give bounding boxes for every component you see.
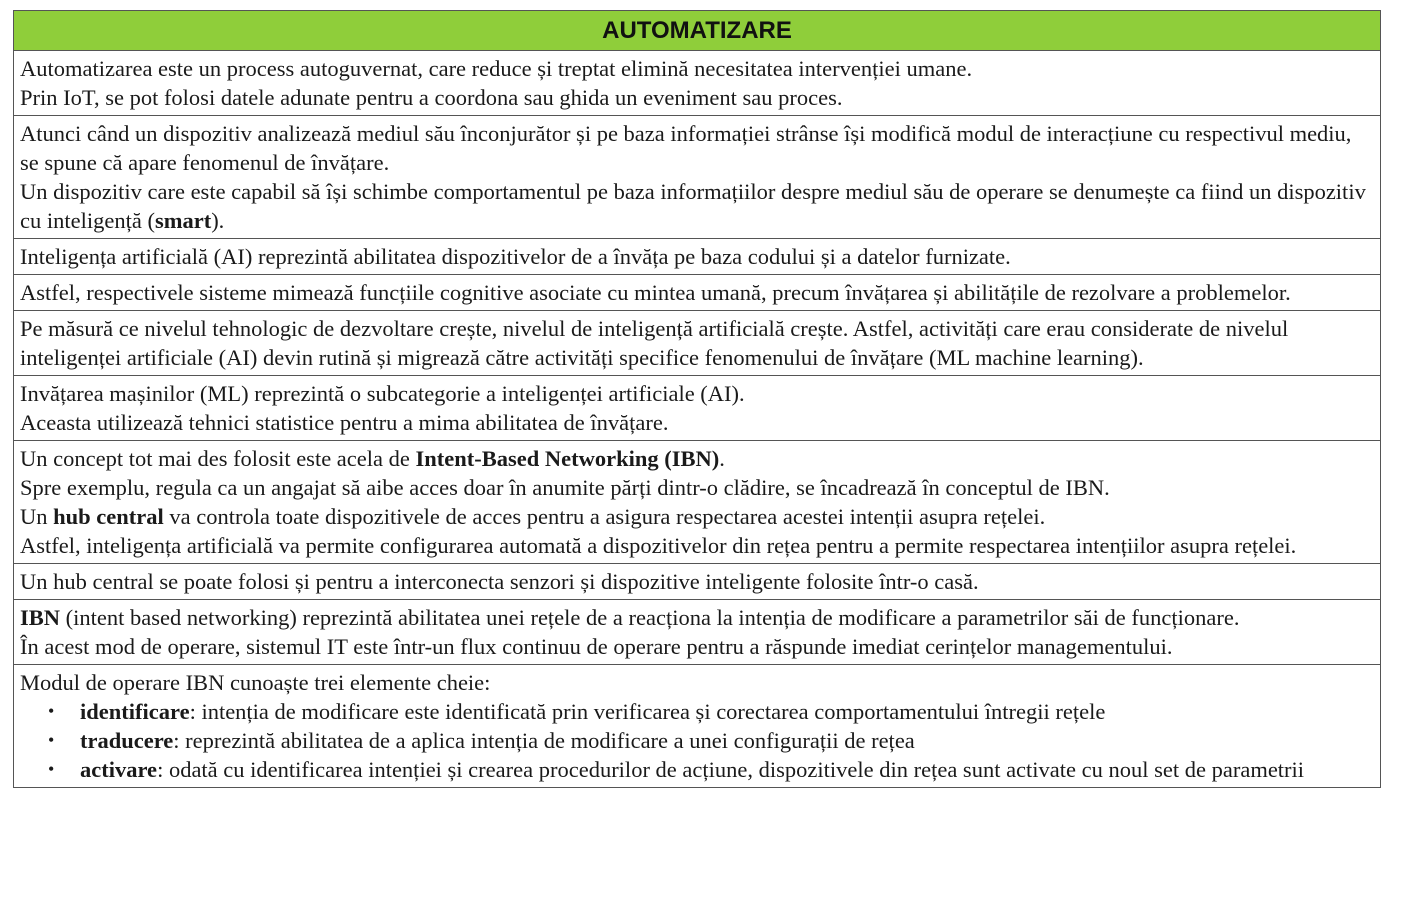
table-row [14, 116, 1381, 239]
table-cell-ibn-key-elements [14, 665, 1381, 788]
table-row [14, 665, 1381, 788]
text-fragment: ). [211, 208, 225, 233]
list-item [20, 755, 1374, 784]
text-fragment: (intent based networking) reprezintă abilitatea unei rețele de a reacționa la intenția de modificare a parametrilor săi de funcționare. [60, 605, 1240, 630]
table-row [14, 564, 1381, 600]
text-fragment: . [719, 446, 725, 471]
text-line: Invățarea mașinilor (ML) reprezintă o subcategorie a inteligenței artificiale (AI). [20, 381, 745, 406]
text-fragment: : odată cu identificarea intenției și crearea procedurilor de acțiune, dispozitivele din rețea sunt activate cu noul set de parametrii [157, 757, 1305, 782]
text-fragment: : reprezintă abilitatea de a aplica intenția de modificare a unei configurații de rețea [173, 728, 915, 753]
text-line: Inteligența artificială (AI) reprezintă abilitatea dispozitivelor de a învăța pe baza codului și a datelor furnizate. [20, 244, 1011, 269]
bullet-icon: • [48, 701, 55, 721]
text-line [20, 444, 1374, 473]
text-line: Spre exemplu, regula ca un angajat să aibe acces doar în anumite părți dintr-o clădire, se încadrează în conceptul de IBN. [20, 475, 1110, 500]
list-item [20, 726, 1374, 755]
table-row [14, 239, 1381, 275]
text-line [20, 603, 1374, 632]
table-row [14, 441, 1381, 564]
table-title: AUTOMATIZARE [14, 11, 1381, 51]
table-cell-ai-definition [14, 239, 1381, 275]
text-fragment: Un dispozitiv care este capabil să își schimbe comportamentul pe baza informațiilor despre mediul său de operare se denumește ca fiind un dispozitiv cu inteligență ( [20, 179, 1366, 233]
text-line: Astfel, inteligența artificială va permite configurarea automată a dispozitivelor din rețea pentru a permite respectarea intențiilor asupra rețelei. [20, 533, 1297, 558]
text-line: Pe măsură ce nivelul tehnologic de dezvoltare crește, nivelul de inteligență artificială crește. Astfel, activități care erau considerate de nivelul inteligenței artificiale (AI) devin rutină și migrează către activități specifice fenomenului de învățare (ML machine learning). [20, 316, 1289, 370]
text-line: Prin IoT, se pot folosi datele adunate pentru a coordona sau ghida un eveniment sau proces. [20, 85, 843, 110]
table-row [14, 275, 1381, 311]
text-line: Astfel, respectivele sisteme mimează funcțiile cognitive asociate cu mintea umană, precum învățarea și abilitățile de rezolvare a problemelor. [20, 280, 1291, 305]
text-line [20, 177, 1374, 235]
text-line: Aceasta utilizează tehnici statistice pentru a mima abilitatea de învățare. [20, 410, 669, 435]
bold-term-smart: smart [154, 208, 212, 233]
automation-table [13, 10, 1381, 788]
table-row [14, 51, 1381, 116]
bold-term-hub-central: hub central [53, 504, 164, 529]
list-item [20, 697, 1374, 726]
text-line: În acest mod de operare, sistemul IT este într-un flux continuu de operare pentru a răspunde imediat cerințelor managementului. [20, 634, 1173, 659]
table-cell-ibn-concept [14, 441, 1381, 564]
table-cell-automation-definition [14, 51, 1381, 116]
text-fragment: Un [20, 504, 54, 529]
header-row [14, 11, 1381, 51]
table-cell-cognitive-functions [14, 275, 1381, 311]
text-line [20, 502, 1374, 531]
table-row [14, 311, 1381, 376]
text-fragment: va controla toate dispozitivele de acces pentru a asigura respectarea acestei intenții asupra rețelei. [163, 504, 1046, 529]
bold-term-ibn: Intent-Based Networking (IBN) [415, 446, 720, 471]
table-cell-ibn-definition [14, 600, 1381, 665]
text-line: Atunci când un dispozitiv analizează mediul său înconjurător și pe baza informației strânse își modifică modul de interacțiune cu respectivul mediu, se spune că apare fenomenul de învățare. [20, 121, 1352, 175]
table-row [14, 376, 1381, 441]
table-cell-hub-central [14, 564, 1381, 600]
bold-term: identificare [80, 699, 190, 724]
bold-term-ibn: IBN [20, 605, 61, 630]
key-elements-list [20, 697, 1374, 784]
table-cell-ml-definition [14, 376, 1381, 441]
table-cell-learning-phenomenon [14, 116, 1381, 239]
table-cell-technology-level [14, 311, 1381, 376]
text-line: Modul de operare IBN cunoaște trei elemente cheie: [20, 670, 491, 695]
table-row [14, 600, 1381, 665]
text-fragment: : intenția de modificare este identificată prin verificarea și corectarea comportamentului întregii rețele [189, 699, 1106, 724]
text-line: Automatizarea este un process autoguvernat, care reduce și treptat elimină necesitatea intervenției umane. [20, 56, 973, 81]
bullet-icon: • [48, 730, 55, 750]
text-fragment: Un concept tot mai des folosit este acela de [20, 446, 416, 471]
text-line: Un hub central se poate folosi și pentru a interconecta senzori și dispozitive inteligente folosite într-o casă. [20, 569, 979, 594]
bullet-icon: • [48, 759, 55, 779]
bold-term: traducere [80, 728, 174, 753]
bold-term: activare [80, 757, 158, 782]
